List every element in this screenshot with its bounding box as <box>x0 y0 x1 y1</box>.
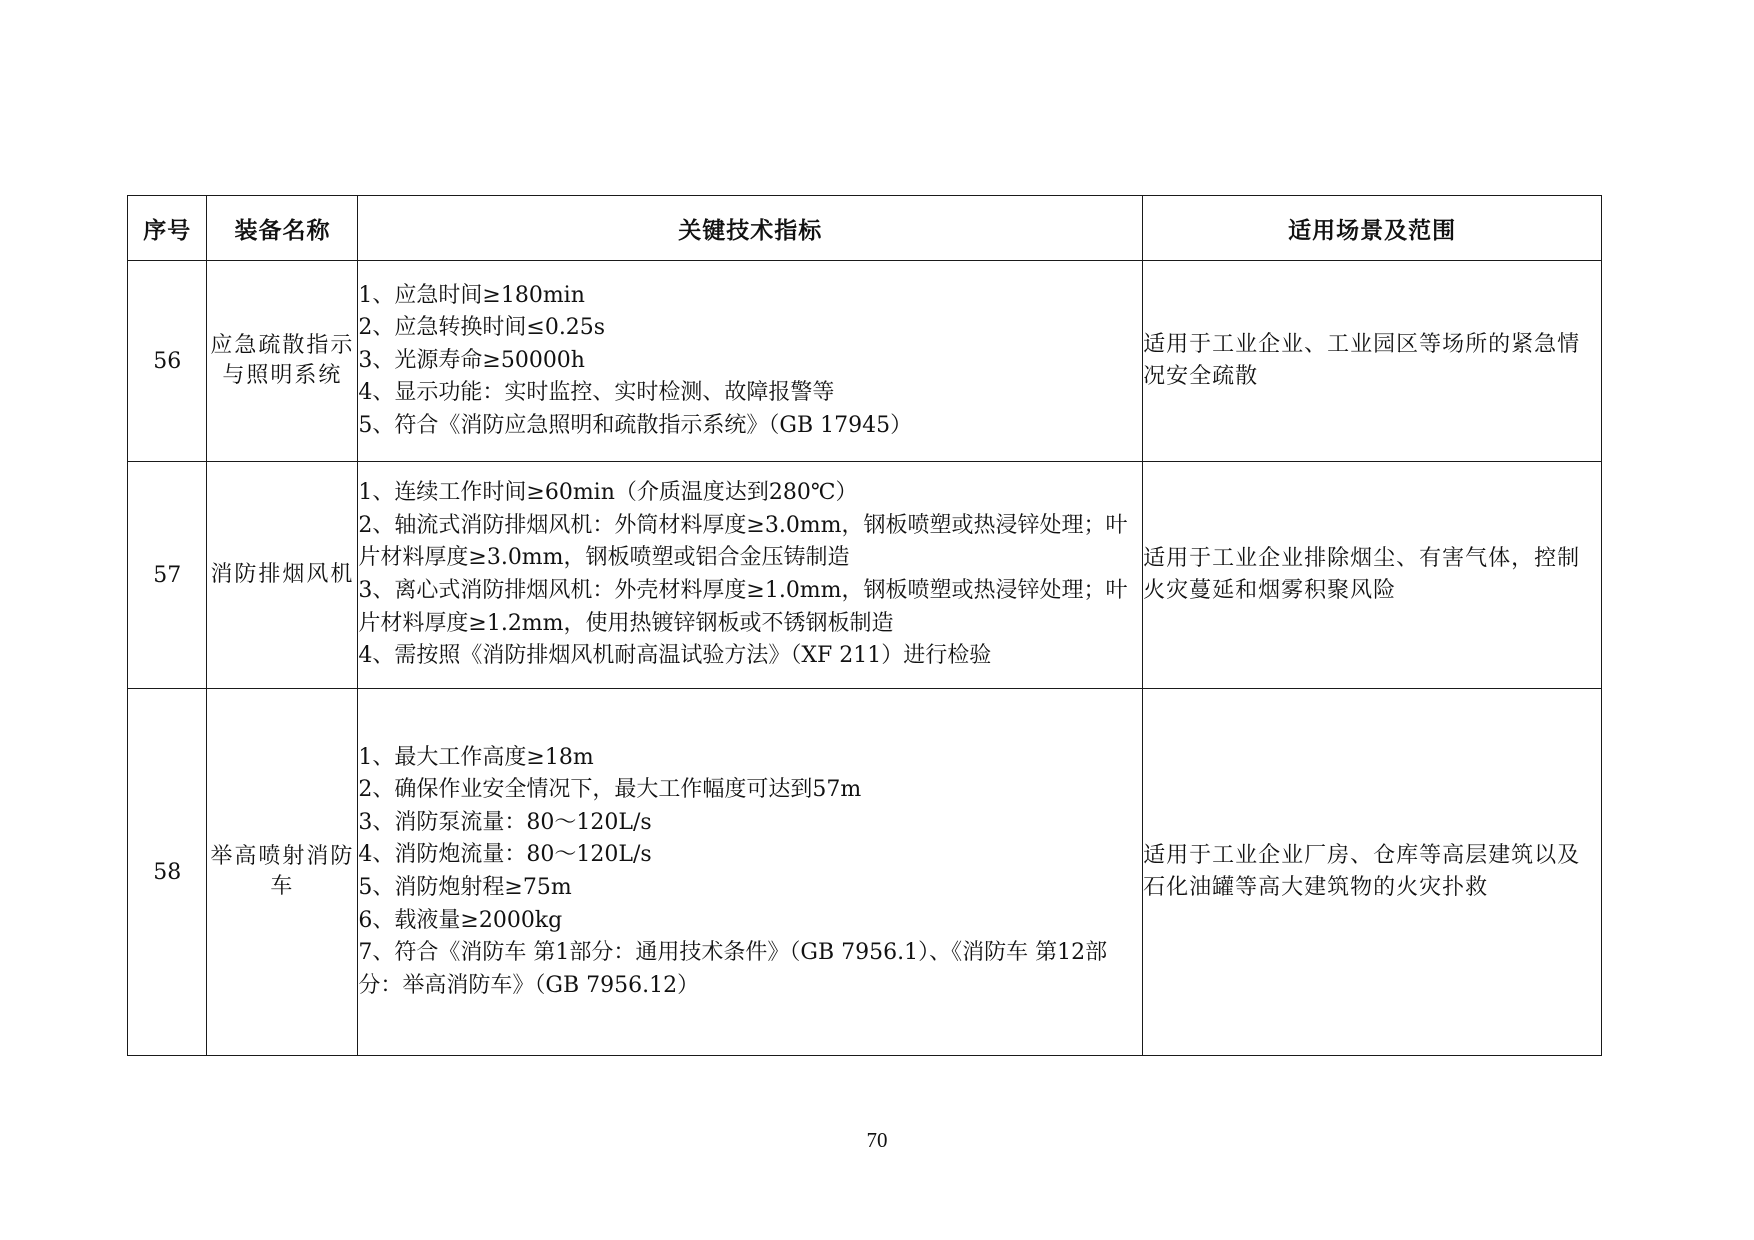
spec-item: 1、最大工作高度≥18m <box>358 744 594 770</box>
equipment-name: 举高喷射消防车 <box>207 689 358 1056</box>
scope-cell: 适用于工业企业厂房、仓库等高层建筑以及石化油罐等高大建筑物的火灾扑救 <box>1143 689 1602 1056</box>
spec-item: 6、载液量≥2000kg <box>358 907 563 933</box>
spec-item: 7、符合《消防车 第1部分：通用技术条件》（GB 7956.1）、《消防车 第12部分：举高消防车》（GB 7956.12） <box>358 940 1108 998</box>
table-row <box>128 689 1602 1056</box>
header-num: 序号 <box>128 196 207 261</box>
equipment-table <box>127 195 1602 1056</box>
row-number: 56 <box>128 261 207 462</box>
spec-item: 3、光源寿命≥50000h <box>358 347 585 373</box>
spec-item: 5、消防炮射程≥75m <box>358 875 572 900</box>
spec-item: 4、显示功能：实时监控、实时检测、故障报警等 <box>358 380 835 406</box>
spec-item: 2、轴流式消防排烟风机：外筒材料厚度≥3.0mm，钢板喷塑或热浸锌处理；叶片材料厚度≥3.0mm，钢板喷塑或铝合金压铸制造 <box>358 512 1128 571</box>
row-number: 57 <box>128 462 207 689</box>
spec-cell <box>358 689 1143 1056</box>
spec-item: 1、应急时间≥180min <box>358 282 585 308</box>
header-name: 装备名称 <box>207 196 358 261</box>
row-number: 58 <box>128 689 207 1056</box>
spec-item: 4、需按照《消防排烟风机耐高温试验方法》（XF 211）进行检验 <box>358 643 992 669</box>
spec-item: 2、确保作业安全情况下，最大工作幅度可达到57m <box>358 777 862 803</box>
spec-item: 3、离心式消防排烟风机：外壳材料厚度≥1.0mm，钢板喷塑或热浸锌处理；叶片材料厚度≥1.2mm，使用热镀锌钢板或不锈钢板制造 <box>358 578 1128 636</box>
header-scope: 适用场景及范围 <box>1143 196 1602 261</box>
table-row <box>128 261 1602 462</box>
spec-item: 3、消防泵流量：80～120L/s <box>358 809 652 835</box>
spec-cell <box>358 462 1143 689</box>
spec-item: 2、应急转换时间≤0.25s <box>358 315 606 341</box>
scope-cell: 适用于工业企业排除烟尘、有害气体，控制火灾蔓延和烟雾积聚风险 <box>1143 462 1602 689</box>
page-number: 70 <box>866 1128 888 1152</box>
table-header-row <box>128 196 1602 261</box>
scope-cell: 适用于工业企业、工业园区等场所的紧急情况安全疏散 <box>1143 261 1602 462</box>
table-row <box>128 462 1602 689</box>
spec-item: 1、连续工作时间≥60min（介质温度达到280℃） <box>358 480 858 506</box>
spec-item: 5、符合《消防应急照明和疏散指示系统》（GB 17945） <box>358 412 913 438</box>
header-spec: 关键技术指标 <box>358 196 1143 261</box>
spec-item: 4、消防炮流量：80～120L/s <box>358 842 652 868</box>
equipment-name: 消防排烟风机 <box>207 462 358 689</box>
spec-cell <box>358 261 1143 462</box>
equipment-name: 应急疏散指示与照明系统 <box>207 261 358 462</box>
